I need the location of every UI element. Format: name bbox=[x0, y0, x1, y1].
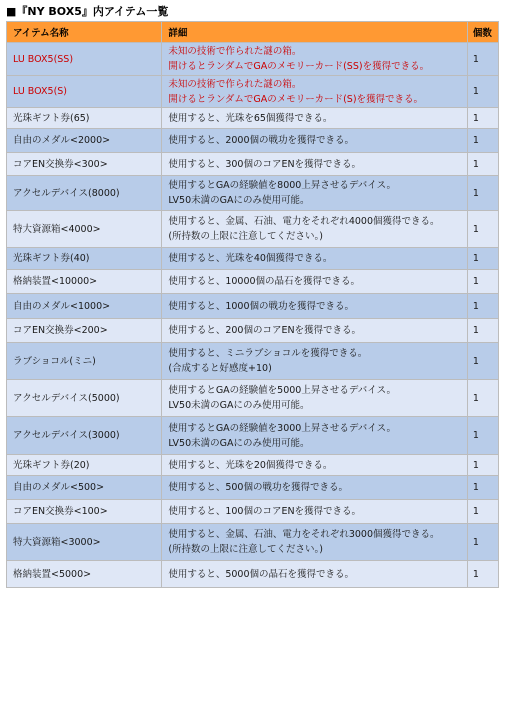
table-row bbox=[7, 380, 498, 416]
detail-line-1: 使用すると、500個の戦功を獲得できる。 bbox=[168, 482, 348, 493]
item-name-cell: 自由のメダル<1000> bbox=[7, 294, 161, 318]
table-body bbox=[7, 43, 498, 587]
table-row bbox=[7, 108, 498, 128]
detail-line-2: (所持数の上限に注意してください。) bbox=[168, 544, 323, 555]
item-count-cell: 1 bbox=[468, 561, 498, 587]
table-row bbox=[7, 270, 498, 293]
item-count-cell: 1 bbox=[468, 211, 498, 247]
item-name-cell: 格納装置<5000> bbox=[7, 561, 161, 587]
detail-line-1: 使用すると、光珠を40個獲得できる。 bbox=[168, 253, 333, 264]
item-detail-cell bbox=[162, 500, 467, 523]
table-row bbox=[7, 211, 498, 247]
item-name-cell: 自由のメダル<2000> bbox=[7, 129, 161, 152]
item-detail-cell bbox=[162, 343, 467, 379]
item-count-cell: 1 bbox=[468, 270, 498, 293]
table-row bbox=[7, 76, 498, 107]
item-count-cell: 1 bbox=[468, 76, 498, 107]
table-row bbox=[7, 455, 498, 475]
table-row bbox=[7, 476, 498, 499]
item-detail-cell bbox=[162, 248, 467, 269]
detail-line-2: LV50未満のGAにのみ使用可能。 bbox=[168, 437, 310, 449]
item-count-cell: 1 bbox=[468, 417, 498, 454]
item-table-wrapper bbox=[6, 21, 499, 588]
detail-line-1: 使用すると、200個のコアENを獲得できる。 bbox=[168, 325, 362, 336]
detail-line-1: 使用すると、100個のコアENを獲得できる。 bbox=[168, 506, 362, 517]
table-row bbox=[7, 43, 498, 75]
detail-line-1: 未知の技術で作られた謎の箱。 bbox=[168, 46, 302, 57]
table-header-row bbox=[7, 22, 498, 42]
item-name-cell: 格納装置<10000> bbox=[7, 270, 161, 293]
detail-line-1: 未知の技術で作られた謎の箱。 bbox=[168, 78, 302, 90]
item-count-cell: 1 bbox=[468, 108, 498, 128]
table-row bbox=[7, 524, 498, 560]
detail-line-1: 使用するとGAの経験値を3000上昇させるデバイス。 bbox=[168, 422, 396, 434]
item-detail-cell bbox=[162, 561, 467, 587]
item-count-cell: 1 bbox=[468, 43, 498, 75]
item-detail-cell bbox=[162, 455, 467, 475]
item-count-cell: 1 bbox=[468, 343, 498, 379]
item-name-cell: アクセルデバイス(3000) bbox=[7, 417, 161, 454]
item-detail-cell bbox=[162, 319, 467, 342]
header-count: 個数 bbox=[468, 22, 498, 42]
table-row bbox=[7, 248, 498, 269]
item-count-cell: 1 bbox=[468, 129, 498, 152]
item-name-cell: アクセルデバイス(5000) bbox=[7, 380, 161, 416]
header-item-name: アイテム名称 bbox=[7, 22, 161, 42]
detail-line-1: 使用すると、5000個の晶石を獲得できる。 bbox=[168, 568, 354, 580]
detail-line-1: 使用すると、1000個の戦功を獲得できる。 bbox=[168, 300, 354, 312]
item-name-cell: 特大資源箱<4000> bbox=[7, 211, 161, 247]
item-detail-cell bbox=[162, 129, 467, 152]
item-name-cell: 光珠ギフト券(65) bbox=[7, 108, 161, 128]
item-name-cell: ラブショコル(ミニ) bbox=[7, 343, 161, 379]
item-name-cell: アクセルデバイス(8000) bbox=[7, 176, 161, 210]
item-count-cell: 1 bbox=[468, 455, 498, 475]
detail-line-1: 使用するとGAの経験値を8000上昇させるデバイス。 bbox=[168, 180, 396, 191]
item-detail-cell bbox=[162, 294, 467, 318]
table-row bbox=[7, 129, 498, 152]
item-count-cell: 1 bbox=[468, 319, 498, 342]
item-detail-cell bbox=[162, 417, 467, 454]
item-detail-cell bbox=[162, 270, 467, 293]
item-detail-cell bbox=[162, 380, 467, 416]
detail-line-1: 使用すると、10000個の晶石を獲得できる。 bbox=[168, 276, 361, 287]
item-name-cell: コアEN交換券<100> bbox=[7, 500, 161, 523]
item-name-cell: コアEN交換券<300> bbox=[7, 153, 161, 175]
item-table bbox=[6, 21, 499, 588]
item-name-cell: 特大資源箱<3000> bbox=[7, 524, 161, 560]
item-detail-cell bbox=[162, 176, 467, 210]
item-name-cell: LU BOX5(S) bbox=[7, 76, 161, 107]
detail-line-1: 使用すると、2000個の戦功を獲得できる。 bbox=[168, 135, 354, 146]
header-details: 詳細 bbox=[162, 22, 467, 42]
item-name-cell: コアEN交換券<200> bbox=[7, 319, 161, 342]
page-title: ■『NY BOX5』内アイテム一覧 bbox=[6, 5, 169, 18]
table-row bbox=[7, 561, 498, 587]
detail-line-2: LV50未満のGAにのみ使用可能。 bbox=[168, 400, 310, 411]
table-row bbox=[7, 319, 498, 342]
item-count-cell: 1 bbox=[468, 248, 498, 269]
detail-line-2: 開けるとランダムでGAのメモリーカード(SS)を獲得できる。 bbox=[168, 61, 430, 72]
detail-line-1: 使用すると、光珠を20個獲得できる。 bbox=[168, 459, 333, 471]
item-name-cell: 自由のメダル<500> bbox=[7, 476, 161, 499]
item-name-cell: 光珠ギフト券(20) bbox=[7, 455, 161, 475]
item-name-cell: 光珠ギフト券(40) bbox=[7, 248, 161, 269]
item-detail-cell bbox=[162, 476, 467, 499]
table-row bbox=[7, 500, 498, 523]
table-row bbox=[7, 417, 498, 454]
detail-line-1: 使用すると、金属、石油、電力をそれぞれ3000個獲得できる。 bbox=[168, 529, 440, 540]
detail-line-2: (合成すると好感度+10) bbox=[168, 363, 272, 374]
item-count-cell: 1 bbox=[468, 294, 498, 318]
item-name-cell: LU BOX5(SS) bbox=[7, 43, 161, 75]
detail-line-2: (所持数の上限に注意してください。) bbox=[168, 231, 323, 242]
detail-line-2: 開けるとランダムでGAのメモリーカード(S)を獲得できる。 bbox=[168, 93, 424, 105]
table-row bbox=[7, 294, 498, 318]
item-count-cell: 1 bbox=[468, 176, 498, 210]
table-row bbox=[7, 343, 498, 379]
item-detail-cell bbox=[162, 76, 467, 107]
detail-line-1: 使用すると、300個のコアENを獲得できる。 bbox=[168, 158, 362, 170]
item-count-cell: 1 bbox=[468, 153, 498, 175]
detail-line-1: 使用するとGAの経験値を5000上昇させるデバイス。 bbox=[168, 385, 396, 396]
item-count-cell: 1 bbox=[468, 500, 498, 523]
detail-line-2: LV50未満のGAにのみ使用可能。 bbox=[168, 195, 310, 206]
item-detail-cell bbox=[162, 524, 467, 560]
detail-line-1: 使用すると、光珠を65個獲得できる。 bbox=[168, 112, 333, 124]
table-row bbox=[7, 176, 498, 210]
detail-line-1: 使用すると、金属、石油、電力をそれぞれ4000個獲得できる。 bbox=[168, 216, 440, 227]
item-detail-cell bbox=[162, 211, 467, 247]
item-detail-cell bbox=[162, 153, 467, 175]
item-detail-cell bbox=[162, 108, 467, 128]
detail-line-1: 使用すると、ミニラブショコルを獲得できる。 bbox=[168, 348, 368, 359]
item-count-cell: 1 bbox=[468, 524, 498, 560]
table-row bbox=[7, 153, 498, 175]
item-count-cell: 1 bbox=[468, 476, 498, 499]
item-count-cell: 1 bbox=[468, 380, 498, 416]
item-detail-cell bbox=[162, 43, 467, 75]
